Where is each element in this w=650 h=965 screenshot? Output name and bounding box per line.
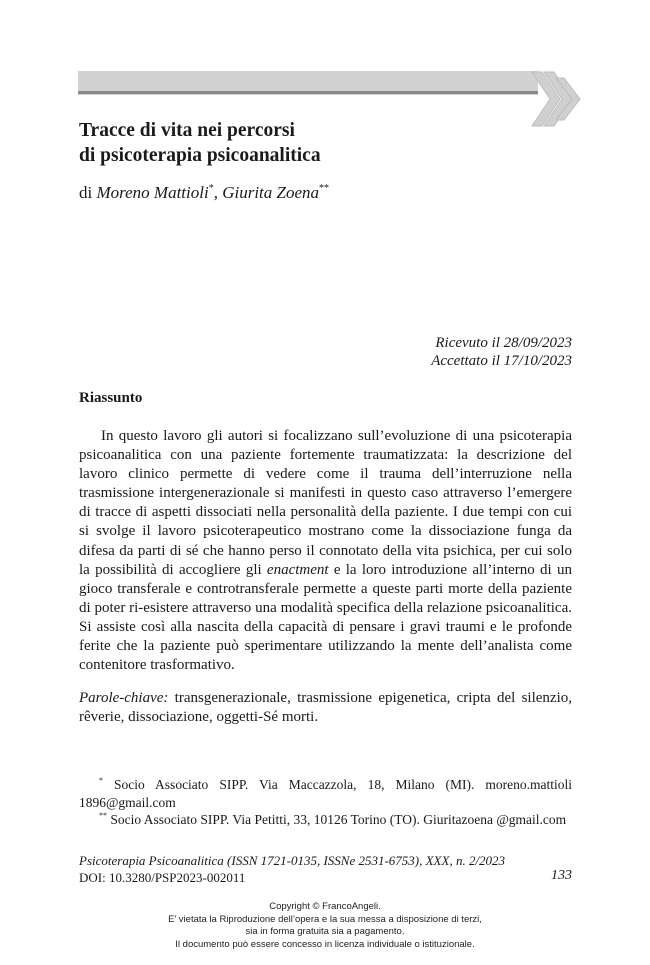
author-separator: ,: [213, 183, 223, 202]
footnote-1-mark: *: [99, 776, 103, 785]
chevron-arrows-icon: [530, 68, 582, 130]
authors-line: [79, 182, 329, 204]
submission-dates: [431, 334, 572, 370]
author-1-mark: *: [208, 183, 214, 194]
footnote-1: [79, 776, 572, 811]
received-date: Ricevuto il 28/09/2023: [435, 335, 572, 351]
title-line-2: di psicoterapia psicoanalitica: [79, 145, 321, 166]
footnote-1-text: Socio Associato SIPP. Via Maccazzola, 18, Milano (MI). moreno.mattioli 1896@gmail.com: [79, 777, 572, 810]
copyright-line: Il documento può essere concesso in licenza individuale o istituzionale.: [175, 938, 475, 950]
keywords-paragraph: [79, 689, 572, 727]
author-2-mark: **: [319, 183, 330, 194]
author-1: Moreno Mattioli: [96, 183, 209, 202]
title-line-1: Tracce di vita nei percorsi: [79, 120, 295, 141]
abstract-paragraph: [79, 427, 572, 675]
footnote-2: [79, 811, 572, 829]
copyright-notice: [0, 901, 650, 951]
keywords-label: Parole-chiave:: [79, 690, 169, 706]
article-title: [79, 118, 321, 168]
copyright-line: Copyright © FrancoAngeli.: [269, 901, 381, 912]
footnote-2-text: Socio Associato SIPP. Via Petitti, 33, 10126 Torino (TO). Giuritazoena @gmail.com: [107, 812, 567, 827]
abstract-heading: Riassunto: [79, 390, 143, 406]
header-band-rule: [78, 91, 538, 94]
abstract-emphasis: enactment: [266, 561, 329, 578]
accepted-date: Accettato il 17/10/2023: [431, 353, 572, 369]
author-2: Giurita Zoena: [222, 183, 320, 202]
abstract-text-start: In questo lavoro gli autori si focalizzano sull’evoluzione di una psicoterapia psicoanalitica con una paziente fortemente traumatizzata: la descrizione del lavoro clinico permette di vedere come il trauma dell’interruzione nella trasmissione intergenerazionale si manifesti in questo caso attraverso l’emergere di tracce di aspetti dissociati nella personalità della paziente. I due tempi con cui si svolge il lavoro psicoterapeutico mostrano come la dissociazione funga da difesa da parti di sé che hanno perso il connotato della vita psichica, per cui solo la possibilità di accogliere gli: [79, 428, 572, 578]
doi: DOI: 10.3280/PSP2023-002011: [79, 870, 246, 885]
keywords-list: transgenerazionale, trasmissione epigenetica, cripta del silenzio, rêverie, dissociazione, oggetti-Sé morti.: [79, 690, 572, 726]
abstract-text-end: e la loro introduzione all’interno di un gioco transferale e controtransferale permette a queste parti morte della paziente di poter ri-esistere attraverso una modalità specifica della relazione psicoanalitica. Si assiste così alla nascita della capacità di pensare i gravi traumi e le profonde ferite che la paziente può sperimentare utilizzando la mente dell’analista come contenitore trasformativo.: [79, 561, 572, 674]
footnote-2-mark: **: [99, 811, 107, 820]
copyright-line: E’ vietata la Riproduzione dell’opera e la sua messa a disposizione di terzi,: [168, 913, 482, 925]
copyright-line: sia in forma gratuita sia a pagamento.: [245, 926, 405, 937]
journal-citation: Psicoterapia Psicoanalitica (ISSN 1721-0135, ISSNe 2531-6753), XXX, n. 2/2023: [79, 853, 506, 868]
page-number: 133: [551, 868, 572, 883]
authors-prefix: di: [79, 183, 97, 202]
